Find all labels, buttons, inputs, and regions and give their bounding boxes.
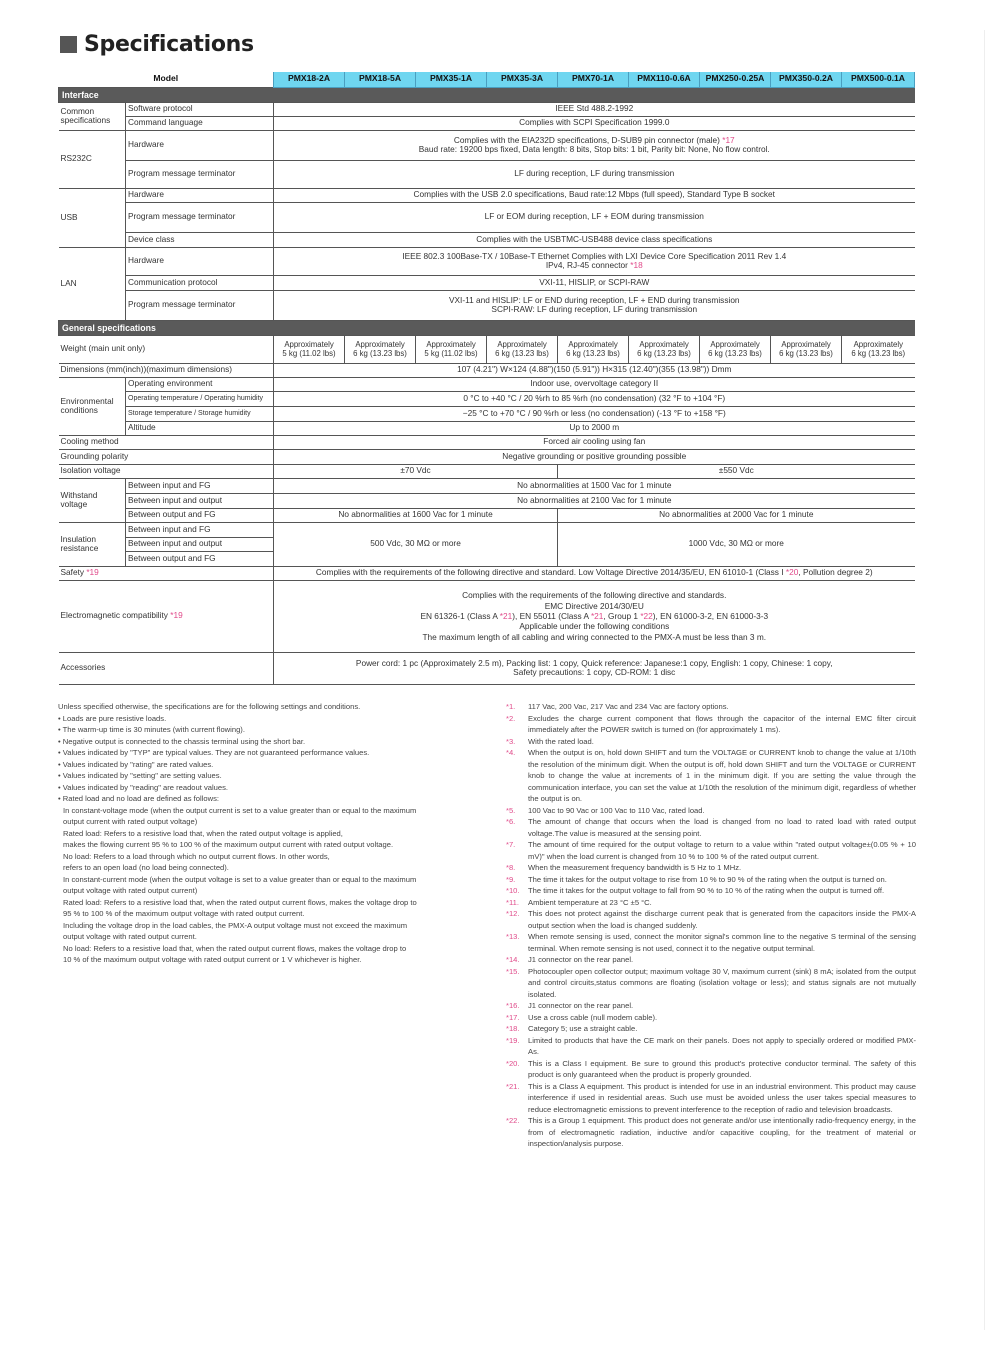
value-cell: Negative grounding or positive grounding possible (274, 449, 915, 464)
row-label-common: Common specifications (59, 102, 126, 130)
note-line: In constant-current mode (when the output voltage is set to a value greater than or equal to the maximum (63, 874, 417, 884)
row-label-isolation: Isolation voltage (59, 464, 274, 478)
section-general: General specifications (59, 320, 915, 335)
note-line: No load: Refers to a resistive load that, when the rated output current flows, makes the voltage drop to (63, 943, 407, 953)
value-cell: Complies with the USBTMC-USB488 device class specifications (274, 232, 915, 247)
note-line: • Values indicated by "setting" are setting values. (58, 771, 222, 780)
value-cell: Forced air cooling using fan (274, 435, 915, 449)
model-name: PMX350-0.2A (771, 72, 842, 87)
sub-label: Between input and output (126, 537, 274, 551)
sub-label: Communication protocol (126, 275, 274, 290)
footnote: *22. This is a Group 1 equipment. This product does not generate and/or use intentionally radio-frequency energy, in the from of electromagnetic radiation, inductive and/or capacitive coupling, for the treatment of material or inspection/analysis purpose. (506, 1116, 916, 1148)
value-cell: Complies with the requirements of the following directive and standard. Low Voltage Directive 2014/35/EU, EN 61010-1 (Class I *20, Pollution degree 2) (274, 566, 915, 580)
sub-label: Operating environment (126, 377, 274, 391)
note-line: • Values indicated by "rating" are rated values. (58, 759, 214, 769)
sub-label: Operating temperature / Operating humidity (126, 391, 274, 406)
weight-cell: Approximately 6 kg (13.23 lbs) (842, 335, 915, 363)
note-line: Including the voltage drop in the load cables, the PMX-A output voltage must not exceed the maximum (63, 920, 408, 930)
table-row (59, 421, 915, 435)
sub-label: Software protocol (126, 102, 274, 116)
value-cell: IEEE 802.3 100Base-TX / 10Base-T Ethernet Complies with LXI Device Core Specification 2011 Rev 1.4 IPv4, RJ-45 connector *18 (274, 247, 915, 275)
note-line: 95 % to 100 % of the maximum output voltage with rated output current. (63, 909, 305, 918)
footnote: *4. When the output is on, hold down SHIFT and turn the VOLTAGE or CURRENT knob to change the value at 1/10th the resolution of the minimum digit. When the output is off, hold down SHIFT and turn the VOLTAGE or CURRENT knob to change the value at increments of 1 in the minimum digit. If you are setting the value through the communication interface, you can set the value at 1/10th the resolution of the minimum digit, regardless of whether the output is on. (506, 748, 916, 803)
model-label: Model (153, 73, 179, 84)
weight-cell: Approximately 6 kg (13.23 lbs) (771, 335, 842, 363)
table-row (59, 202, 915, 232)
footnote: *5. 100 Vac to 90 Vac or 100 Vac to 110 Vac, rated load. (506, 805, 705, 815)
model-name: PMX500-0.1A (842, 72, 915, 87)
note-line: • Values indicated by "reading" are readout values. (58, 782, 229, 792)
footnotes (506, 701, 916, 1150)
note-line: • Rated load and no load are defined as follows: (58, 794, 219, 803)
value-cell: Complies with the USB 2.0 specifications, Baud rate:12 Mbps (full speed), Standard Type B socket (274, 188, 915, 202)
table-row (59, 464, 915, 478)
table-row (59, 335, 915, 363)
note-line: Rated load: Refers to a resistive load that, when the rated output voltage is applied, (63, 828, 343, 838)
row-label-withstand: Withstand voltage (59, 478, 126, 522)
table-row (59, 580, 915, 652)
value-cell: LF during reception, LF during transmission (274, 160, 915, 188)
note-line: 10 % of the maximum output voltage with rated output current or 1 V whichever is higher. (63, 955, 362, 964)
row-label-rs232c: RS232C (59, 130, 126, 188)
note-line: • Values indicated by "TYP" are typical values. They are not guaranteed performance values. (58, 748, 370, 757)
page-title (60, 32, 254, 57)
row-label-emc: Electromagnetic compatibility *19 (59, 580, 274, 652)
row-label-environmental: Environmental conditions (59, 377, 126, 435)
row-label-accessories: Accessories (59, 652, 274, 684)
note-line: output voltage with rated output current) (63, 886, 198, 895)
sub-label: Between output and FG (126, 551, 274, 566)
footnote: *11. Ambient temperature at 23 °C ±5 °C. (506, 897, 652, 907)
table-row (59, 247, 915, 275)
table-row (59, 130, 915, 160)
table-row (59, 290, 915, 320)
sub-label: Program message terminator (126, 160, 274, 188)
sub-label: Altitude (126, 421, 274, 435)
model-name: PMX35-1A (416, 72, 487, 87)
footnote: *17. Use a cross cable (null modem cable). (506, 1012, 658, 1022)
weight-cell: Approximately 6 kg (13.23 lbs) (629, 335, 700, 363)
value-cell: No abnormalities at 1600 Vac for 1 minute (274, 508, 558, 522)
title-text: Specifications (84, 32, 254, 57)
value-cell: VXI-11, HISLIP, or SCPI-RAW (274, 275, 915, 290)
row-label-grounding: Grounding polarity (59, 449, 274, 464)
footnote: *15. Photocoupler open collector output; maximum voltage 30 V, maximum current (sink) 8 mA; isolated from the output and control circuits,status commons are floating (isolation voltage or less); and status signals are not mutually isolated. (506, 966, 916, 999)
weight-cell: Approximately 6 kg (13.23 lbs) (487, 335, 558, 363)
note-line: • Loads are pure resistive loads. (58, 713, 167, 723)
section-interface: Interface (59, 87, 915, 102)
page-edge-line (984, 30, 985, 1330)
table-row (59, 566, 915, 580)
footnote: *20. This is a Class I equipment. Be sure to ground this product's protective conductor terminal. The safety of this product is only guaranteed when the product is properly grounded. (506, 1058, 916, 1079)
footnote: *10. The time it takes for the output voltage to fall from 90 % to 10 % of the rating when the output is turned off. (506, 886, 885, 895)
model-header-row (59, 72, 915, 87)
footnote: *14. J1 connector on the rear panel. (506, 955, 634, 964)
value-cell: Indoor use, overvoltage category II (274, 377, 915, 391)
value-cell: VXI-11 and HISLIP: LF or END during reception, LF + END during transmission SCPI-RAW: LF during reception, LF during transmission (274, 290, 915, 320)
value-cell: 500 Vdc, 30 MΩ or more (274, 522, 558, 566)
table-row (59, 493, 915, 508)
sub-label: Between output and FG (126, 508, 274, 522)
value-cell: 0 °C to +40 °C / 20 %rh to 85 %rh (no condensation) (32 °F to +104 °F) (274, 391, 915, 406)
value-cell: ±70 Vdc (274, 464, 558, 478)
value-cell: 107 (4.21") W×124 (4.88")(150 (5.91")) H×315 (12.40")(355 (13.98")) Dmm (274, 363, 915, 377)
footnote: *8. When the measurement frequency bandwidth is 5 Hz to 1 MHz. (506, 863, 742, 872)
value-cell: −25 °C to +70 °C / 90 %rh or less (no condensation) (-13 °F to +158 °F) (274, 406, 915, 421)
note-line: In constant-voltage mode (when the output current is set to a value greater than or equal to the maximum (63, 805, 417, 815)
row-label-cooling: Cooling method (59, 435, 274, 449)
table-row (59, 188, 915, 202)
sub-label: Command language (126, 116, 274, 130)
table-row (59, 363, 915, 377)
weight-cell: Approximately 6 kg (13.23 lbs) (700, 335, 771, 363)
sub-label: Storage temperature / Storage humidity (126, 406, 274, 421)
row-label-weight: Weight (main unit only) (59, 335, 274, 363)
value-cell: 1000 Vdc, 30 MΩ or more (558, 522, 915, 566)
row-label-usb: USB (59, 188, 126, 247)
footnote: *16. J1 connector on the rear panel. (506, 1001, 634, 1010)
model-name: PMX18-5A (345, 72, 416, 87)
row-label-lan: LAN (59, 247, 126, 320)
value-cell: No abnormalities at 1500 Vac for 1 minute (274, 478, 915, 493)
model-name: PMX250-0.25A (700, 72, 771, 87)
footnote: *3. With the rated load. (506, 736, 594, 746)
general-notes (58, 701, 478, 966)
model-name: PMX110-0.6A (629, 72, 700, 87)
note-line: Rated load: Refers to a resistive load that, when the rated output current flows, makes the voltage drop to (63, 897, 417, 907)
note-line: • Negative output is connected to the chassis terminal using the short bar. (58, 736, 306, 746)
weight-cell: Approximately 5 kg (11.02 lbs) (274, 335, 345, 363)
row-label-insulation: Insulation resistance (59, 522, 126, 566)
specifications-table (58, 72, 915, 685)
title-square-icon (60, 36, 77, 53)
table-row (59, 160, 915, 188)
model-name: PMX18-2A (274, 72, 345, 87)
value-cell: Complies with SCPI Specification 1999.0 (274, 116, 915, 130)
footnote: *9. The time it takes for the output voltage to rise from 10 % to 90 % of the rating when the output is turned on. (506, 874, 887, 884)
table-row (59, 102, 915, 116)
value-cell: LF or EOM during reception, LF + EOM during transmission (274, 202, 915, 232)
sub-label: Program message terminator (126, 290, 274, 320)
weight-cell: Approximately 5 kg (11.02 lbs) (416, 335, 487, 363)
note-line: output voltage with rated output current. (63, 932, 197, 941)
section-row (59, 87, 915, 102)
table-row (59, 435, 915, 449)
footnote: *1. 117 Vac, 200 Vac, 217 Vac and 234 Vac are factory options. (506, 702, 729, 711)
table-row (59, 449, 915, 464)
value-cell: Power cord: 1 pc (Approximately 2.5 m), Packing list: 1 copy, Quick reference: Japanese:1 copy, English: 1 copy, Chinese: 1 copy, Safety precautions: 1 copy, CD-ROM: 1 disc (274, 652, 915, 684)
note-line: makes the flowing current 95 % to 100 % of the maximum output current with rated output voltage. (63, 840, 394, 849)
sub-label: Program message terminator (126, 202, 274, 232)
table-row (59, 232, 915, 247)
sub-label: Between input and output (126, 493, 274, 508)
value-cell: No abnormalities at 2100 Vac for 1 minute (274, 493, 915, 508)
table-row (59, 116, 915, 130)
section-row (59, 320, 915, 335)
value-cell: Up to 2000 m (274, 421, 915, 435)
footnote: *18. Category 5; use a straight cable. (506, 1024, 638, 1033)
table-row (59, 377, 915, 391)
value-cell: Complies with the requirements of the following directive and standards. EMC Directive 2014/30/EU EN 61326-1 (Class A *21), EN 55011 (Class A *21, Group 1 *22), EN 61000-3-2, EN 61000-3-3 Applicable under the following conditions The maximum length of all cabling and wiring connected to the PMX-A must be less than 3 m. (274, 580, 915, 652)
model-name: PMX70-1A (558, 72, 629, 87)
table-row (59, 275, 915, 290)
footnote: *2. Excludes the charge current component that flows through the capacitor of the internal EMC filter circuit immediately after the POWER switch is turned on (for approximately 1 ms). (506, 713, 916, 734)
weight-cell: Approximately 6 kg (13.23 lbs) (558, 335, 629, 363)
sub-label: Device class (126, 232, 274, 247)
table-row (59, 391, 915, 406)
table-row (59, 406, 915, 421)
footnote: *12. This does not protect against the discharge current peak that is generated from the capacitors inside the PMX-A output section when the load is changed suddenly. (506, 909, 916, 930)
footnote: *6. The amount of change that occurs when the load is changed from no load to rated load with rated output voltage.The value is measured at the sensing point. (506, 817, 916, 838)
row-label-safety: Safety *19 (59, 566, 274, 580)
table-row (59, 652, 915, 684)
row-label-dimensions: Dimensions (mm(inch))(maximum dimensions) (59, 363, 274, 377)
value-cell: No abnormalities at 2000 Vac for 1 minute (558, 508, 915, 522)
note-line: • The warm-up time is 30 minutes (with current flowing). (58, 725, 245, 734)
weight-cell: Approximately 6 kg (13.23 lbs) (345, 335, 416, 363)
sub-label: Hardware (126, 188, 274, 202)
sub-label: Hardware (126, 247, 274, 275)
sub-label: Hardware (126, 130, 274, 160)
table-row (59, 522, 915, 537)
table-row (59, 478, 915, 493)
footnote: *13. When remote sensing is used, connect the monitor signal's common line to the negative S terminal of the sensing terminal. When remote sensing is not used, connect it to the negative output terminal. (506, 932, 916, 953)
value-cell: IEEE Std 488.2-1992 (274, 102, 915, 116)
note-line: output current with rated output voltage) (63, 817, 198, 826)
note-line: Unless specified otherwise, the specifications are for the following settings and conditions. (58, 702, 361, 711)
footnote: *19. Limited to products that have the CE mark on their panels. Does not apply to specially ordered or modified PMX-As. (506, 1035, 916, 1056)
table-row (59, 508, 915, 522)
model-name: PMX35-3A (487, 72, 558, 87)
note-line: refers to an open load (no load being connected). (63, 863, 229, 872)
sub-label: Between input and FG (126, 522, 274, 537)
value-cell: ±550 Vdc (558, 464, 915, 478)
note-line: No load: Refers to a load through which no output current flows. In other words, (63, 851, 330, 861)
footnote: *21. This is a Class A equipment. This product is intended for use in an industrial environment. This product may cause interference if used in residential areas. Such use must be avoided unless the user takes special measures to reduce electromagnetic emissions to prevent interference to the reception of radio and television broadcasts. (506, 1081, 916, 1114)
footnote: *7. The amount of time required for the output voltage to return to a value within "rated output voltage±(0.05 % + 10 mV)" when the load current is changed from 10 % to 100 % of the rated output current. (506, 840, 916, 861)
sub-label: Between input and FG (126, 478, 274, 493)
value-cell: Complies with the EIA232D specifications, D-SUB9 pin connector (male) *17 Baud rate: 19200 bps fixed, Data length: 8 bits, Stop bits: 1 bit, Parity bit: None, No flow control. (274, 130, 915, 160)
